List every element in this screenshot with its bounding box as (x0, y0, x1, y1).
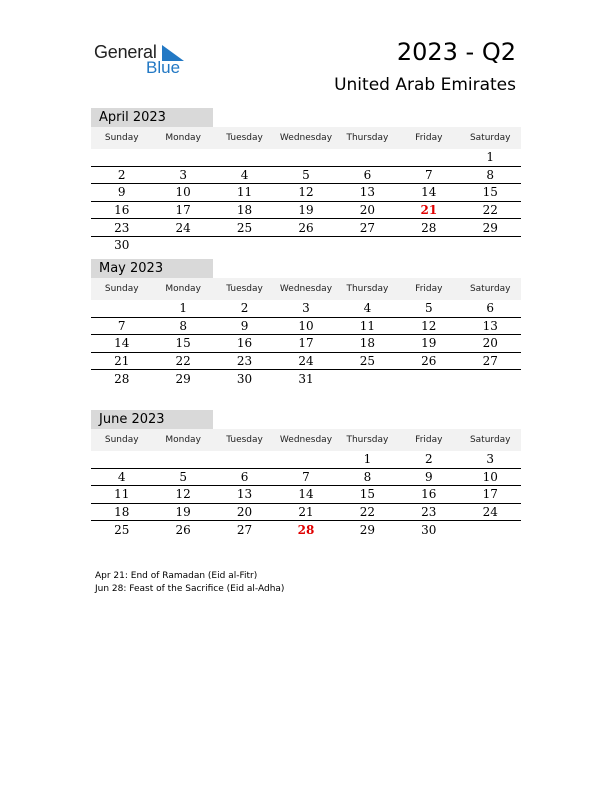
day-cell: 26 (298, 220, 314, 235)
day-cell: 17 (482, 487, 498, 502)
weekday-header-row (91, 127, 521, 149)
day-cell: 13 (236, 487, 253, 502)
weekday-label: Friday (415, 133, 443, 143)
week-row (91, 184, 521, 202)
day-cell: 20 (236, 505, 253, 520)
day-cell: 22 (359, 505, 376, 520)
day-cell: 28 (421, 220, 437, 235)
day-cell: 9 (117, 185, 126, 200)
day-cell: 6 (486, 301, 495, 316)
day-cell: 12 (175, 487, 191, 502)
holiday-note: Apr 21: End of Ramadan (Eid al-Fitr) (95, 571, 258, 581)
day-cell: 15 (482, 185, 498, 200)
day-cell: 9 (240, 318, 249, 333)
week-row (91, 237, 521, 254)
day-cell: 2 (117, 167, 126, 182)
day-cell: 16 (114, 203, 130, 218)
day-cell: 18 (359, 336, 376, 351)
day-cell: 19 (421, 336, 437, 351)
day-cell: 9 (425, 469, 433, 484)
day-cell: 4 (363, 301, 372, 316)
weekday-label: Wednesday (279, 435, 333, 445)
weekday-label: Sunday (104, 435, 139, 445)
day-cell: 24 (482, 505, 498, 520)
day-cell: 26 (421, 354, 437, 369)
day-cell: 22 (175, 354, 191, 369)
day-cell: 30 (421, 522, 437, 537)
day-cell: 29 (482, 220, 498, 235)
day-cell: 19 (175, 505, 191, 520)
logo-text-blue: Blue (146, 58, 181, 77)
week-row (91, 486, 521, 504)
day-cell: 30 (114, 238, 130, 253)
day-cell: 31 (298, 371, 314, 386)
week-row (91, 149, 521, 167)
day-cell: 1 (486, 150, 495, 165)
week-row (91, 469, 521, 487)
week-row (91, 167, 521, 185)
day-cell: 10 (298, 318, 314, 333)
week-row (91, 318, 521, 336)
weekday-label: Friday (415, 435, 443, 445)
day-cell: 10 (175, 185, 191, 200)
brand-logo (94, 42, 194, 78)
week-row (91, 451, 521, 469)
day-cell: 11 (236, 185, 253, 200)
page-subtitle: United Arab Emirates (334, 75, 516, 95)
month-title: April 2023 (91, 108, 213, 127)
day-cell: 13 (359, 185, 376, 200)
day-cell: 15 (359, 487, 376, 502)
day-cell: 22 (482, 203, 498, 218)
week-row (91, 202, 521, 220)
day-cell: 3 (486, 452, 495, 467)
weekday-label: Sunday (104, 284, 139, 294)
holiday-day-cell: 21 (420, 203, 438, 218)
day-cell: 14 (298, 487, 314, 502)
day-cell: 7 (425, 167, 433, 182)
weekday-label: Tuesday (226, 435, 263, 445)
day-cell: 8 (363, 469, 372, 484)
day-cell: 18 (114, 505, 130, 520)
day-cell: 16 (236, 336, 253, 351)
page-title: 2023 - Q2 (396, 38, 516, 66)
day-cell: 25 (114, 522, 130, 537)
day-cell: 5 (425, 301, 433, 316)
day-cell: 10 (482, 469, 498, 484)
day-cell: 1 (363, 452, 372, 467)
weekday-label: Tuesday (226, 133, 263, 143)
weekday-label: Tuesday (226, 284, 263, 294)
weekday-label: Saturday (469, 284, 511, 294)
day-cell: 5 (302, 167, 310, 182)
day-cell: 14 (421, 185, 437, 200)
day-cell: 7 (117, 318, 126, 333)
holiday-day-cell: 28 (297, 522, 315, 537)
weekday-label: Wednesday (279, 284, 333, 294)
day-cell: 20 (482, 336, 498, 351)
weekday-header-row (91, 278, 521, 300)
day-cell: 15 (175, 336, 191, 351)
month-june (91, 410, 521, 538)
day-cell: 14 (114, 336, 130, 351)
day-cell: 29 (359, 522, 376, 537)
day-cell: 8 (179, 318, 187, 333)
week-row (91, 370, 521, 387)
day-cell: 3 (302, 301, 310, 316)
day-cell: 27 (482, 354, 498, 369)
day-cell: 11 (114, 487, 130, 502)
day-cell: 27 (236, 522, 253, 537)
weekday-label: Monday (165, 435, 201, 445)
day-cell: 30 (236, 371, 253, 386)
weekday-label: Monday (165, 133, 201, 143)
week-row (91, 504, 521, 522)
day-cell: 26 (175, 522, 191, 537)
day-cell: 21 (114, 354, 130, 369)
weekday-label: Thursday (346, 435, 389, 445)
day-cell: 8 (486, 167, 495, 182)
month-title: June 2023 (91, 410, 213, 429)
day-cell: 24 (298, 354, 314, 369)
week-row (91, 353, 521, 371)
weekday-label: Wednesday (279, 133, 333, 143)
day-cell: 29 (175, 371, 191, 386)
day-cell: 24 (175, 220, 191, 235)
day-cell: 13 (482, 318, 498, 333)
weekday-label: Sunday (104, 133, 139, 143)
day-cell: 5 (179, 469, 187, 484)
day-cell: 21 (298, 505, 314, 520)
day-cell: 16 (421, 487, 437, 502)
day-cell: 23 (114, 220, 130, 235)
logo-text-general: General (94, 42, 157, 62)
weekday-label: Friday (415, 284, 443, 294)
month-april (91, 108, 521, 254)
day-cell: 3 (179, 167, 187, 182)
day-cell: 1 (179, 301, 187, 316)
day-cell: 12 (421, 318, 437, 333)
day-cell: 12 (298, 185, 314, 200)
day-cell: 4 (117, 469, 126, 484)
day-cell: 7 (302, 469, 310, 484)
day-cell: 18 (236, 203, 253, 218)
day-cell: 20 (359, 203, 376, 218)
weekday-header-row (91, 429, 521, 451)
weekday-label: Saturday (469, 133, 511, 143)
day-cell: 25 (236, 220, 253, 235)
week-row (91, 521, 521, 538)
day-cell: 17 (298, 336, 314, 351)
day-cell: 6 (240, 469, 249, 484)
weekday-label: Thursday (346, 133, 389, 143)
day-cell: 25 (359, 354, 376, 369)
weekday-label: Monday (165, 284, 201, 294)
month-title: May 2023 (91, 259, 213, 278)
day-cell: 11 (359, 318, 376, 333)
holiday-note: Jun 28: Feast of the Sacrifice (Eid al-Adha) (95, 584, 285, 594)
day-cell: 17 (175, 203, 191, 218)
day-cell: 4 (240, 167, 249, 182)
day-cell: 28 (114, 371, 130, 386)
weekday-label: Saturday (469, 435, 511, 445)
week-row (91, 300, 521, 318)
weekday-label: Thursday (346, 284, 389, 294)
week-row (91, 219, 521, 237)
day-cell: 6 (363, 167, 372, 182)
week-row (91, 335, 521, 353)
holiday-notes (95, 570, 284, 596)
day-cell: 2 (240, 301, 249, 316)
day-cell: 27 (359, 220, 376, 235)
month-may (91, 259, 521, 387)
day-cell: 23 (236, 354, 253, 369)
day-cell: 19 (298, 203, 314, 218)
day-cell: 2 (425, 452, 433, 467)
day-cell: 23 (421, 505, 437, 520)
